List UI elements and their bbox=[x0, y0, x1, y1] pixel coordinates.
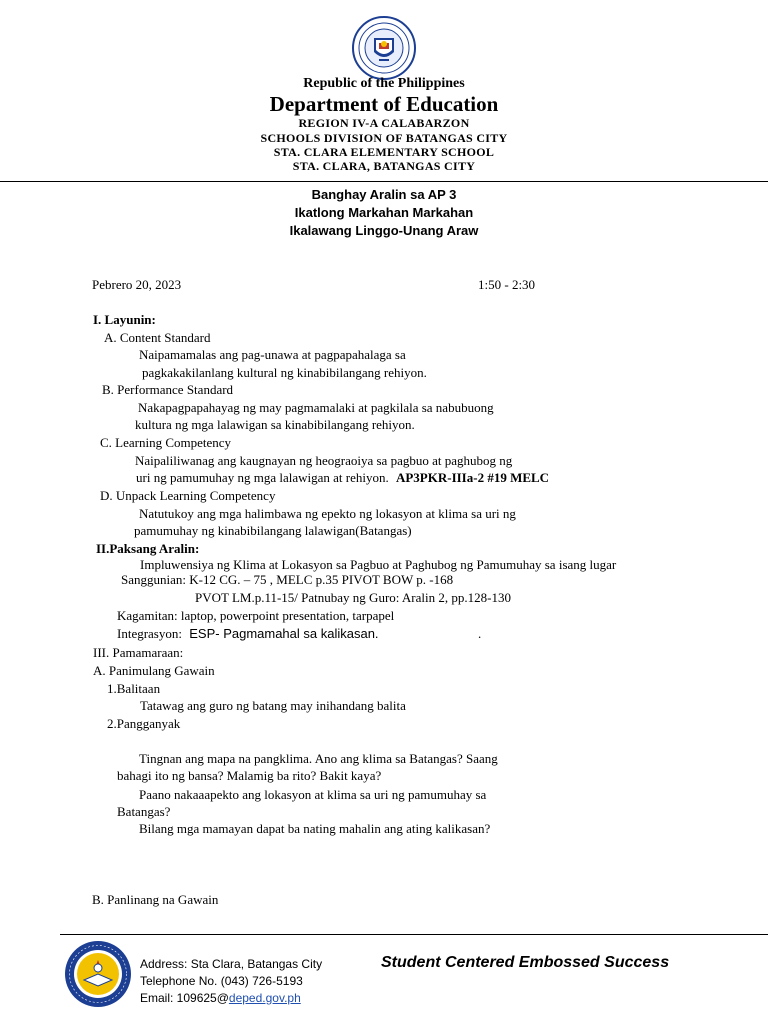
unpack-competency-line1: Natutukoy ang mga halimbawa ng epekto ng lokasyon at klima sa uri ng bbox=[139, 506, 516, 521]
performance-standard-heading: B. Performance Standard bbox=[102, 382, 234, 397]
learning-competency-text: uri ng pamumuhay ng mga lalawigan at rehiyon. bbox=[136, 470, 389, 485]
email-link[interactable]: deped.gov.ph bbox=[228, 991, 301, 1005]
motivation-question1-line2: bahagi ito ng bansa? Malamig ba rito? Bakit kaya? bbox=[117, 768, 382, 783]
motivation-question1-line1: Tingnan ang mapa na pangklima. Ano ang klima sa Batangas? Saang bbox=[139, 751, 498, 766]
school-logo bbox=[64, 940, 132, 1008]
location-line: STA. CLARA, BATANGAS CITY bbox=[292, 159, 476, 173]
content-standard-heading: A. Content Standard bbox=[104, 330, 211, 345]
integration-line bbox=[117, 626, 379, 642]
content-standard-line1: Naipamamalas ang pag-unawa at pagpapahalaga sa bbox=[139, 347, 406, 362]
footer-divider bbox=[60, 934, 768, 935]
content-standard-line2: pagkakakilanlang kultural ng kinabibilangang rehiyon. bbox=[142, 365, 427, 380]
topic-line: Impluwensiya ng Klima at Lokasyon sa Pagbuo at Paghubog ng Pamumuhay sa isang lugar bbox=[140, 557, 617, 572]
integration-value: ESP- Pagmamahal sa kalikasan. bbox=[189, 626, 379, 641]
developmental-activity-heading: B. Panlinang na Gawain bbox=[92, 892, 219, 907]
references-line1: Sanggunian: K-12 CG. – 75 , MELC p.35 PIVOT BOW p. -168 bbox=[121, 572, 454, 587]
footer-address: Address: Sta Clara, Batangas City bbox=[140, 957, 323, 971]
motivation-question3: Bilang mga mamayan dapat ba nating mahalin ang ating kalikasan? bbox=[139, 821, 491, 836]
unpack-competency-line2: pamumuhay ng kinabibilangang lalawigan(Batangas) bbox=[134, 523, 412, 538]
learning-competency-line2 bbox=[136, 470, 549, 486]
deped-seal bbox=[352, 16, 416, 80]
news-description: Tatawag ang guro ng batang may inihandang balita bbox=[140, 698, 406, 713]
school-slogan: Student Centered Embossed Success bbox=[381, 954, 670, 971]
preliminary-activity-heading: A. Panimulang Gawain bbox=[93, 663, 215, 678]
quarter-title: Ikatlong Markahan Markahan bbox=[294, 205, 474, 220]
learning-competency-heading: C. Learning Competency bbox=[100, 435, 232, 450]
integration-trailing-dot: . bbox=[478, 626, 482, 641]
integration-label: Integrasyon: bbox=[117, 626, 182, 641]
section-subject-matter: II.Paksang Aralin: bbox=[96, 541, 200, 556]
email-prefix: Email: 109625@ bbox=[140, 991, 229, 1005]
melc-code: AP3PKR-IIIa-2 #19 MELC bbox=[395, 470, 550, 485]
footer-telephone: Telephone No. (043) 726-5193 bbox=[140, 974, 303, 988]
region-line: REGION IV-A CALABARZON bbox=[298, 116, 470, 130]
republic-line: Republic of the Philippines bbox=[303, 76, 465, 91]
performance-standard-line2: kultura ng mga lalawigan sa kinabibilangang rehiyon. bbox=[135, 417, 415, 432]
references-line2: PVOT LM.p.11-15/ Patnubay ng Guro: Aralin 2, pp.128-130 bbox=[195, 590, 511, 605]
header-divider bbox=[0, 181, 768, 182]
school-line: STA. CLARA ELEMENTARY SCHOOL bbox=[273, 145, 495, 159]
motivation-question2-line2: Batangas? bbox=[117, 804, 171, 819]
materials-line: Kagamitan: laptop, powerpoint presentation, tarpapel bbox=[117, 608, 395, 623]
section-procedure: III. Pamamaraan: bbox=[93, 645, 184, 660]
learning-competency-line1: Naipaliliwanag ang kaugnayan ng heograoiya sa pagbuo at paghubog ng bbox=[135, 453, 513, 468]
lesson-date: Pebrero 20, 2023 bbox=[92, 277, 182, 292]
unpack-competency-heading: D. Unpack Learning Competency bbox=[100, 488, 276, 503]
motivation-question2-line1: Paano nakaaapekto ang lokasyon at klima sa uri ng pamumuhay sa bbox=[139, 787, 487, 802]
news-item: 1.Balitaan bbox=[107, 681, 161, 696]
motivation-item: 2.Pangganyak bbox=[107, 716, 181, 731]
performance-standard-line1: Nakapagpapahayag ng may pagmamalaki at pagkilala sa nabubuong bbox=[138, 400, 494, 415]
division-line: SCHOOLS DIVISION OF BATANGAS CITY bbox=[260, 131, 508, 145]
lesson-title: Banghay Aralin sa AP 3 bbox=[311, 187, 457, 202]
week-title: Ikalawang Linggo-Unang Araw bbox=[289, 223, 479, 238]
footer-email bbox=[140, 991, 301, 1005]
section-objectives: I. Layunin: bbox=[93, 312, 156, 327]
lesson-time: 1:50 - 2:30 bbox=[478, 277, 536, 292]
department-title: Department of Education bbox=[269, 92, 499, 116]
